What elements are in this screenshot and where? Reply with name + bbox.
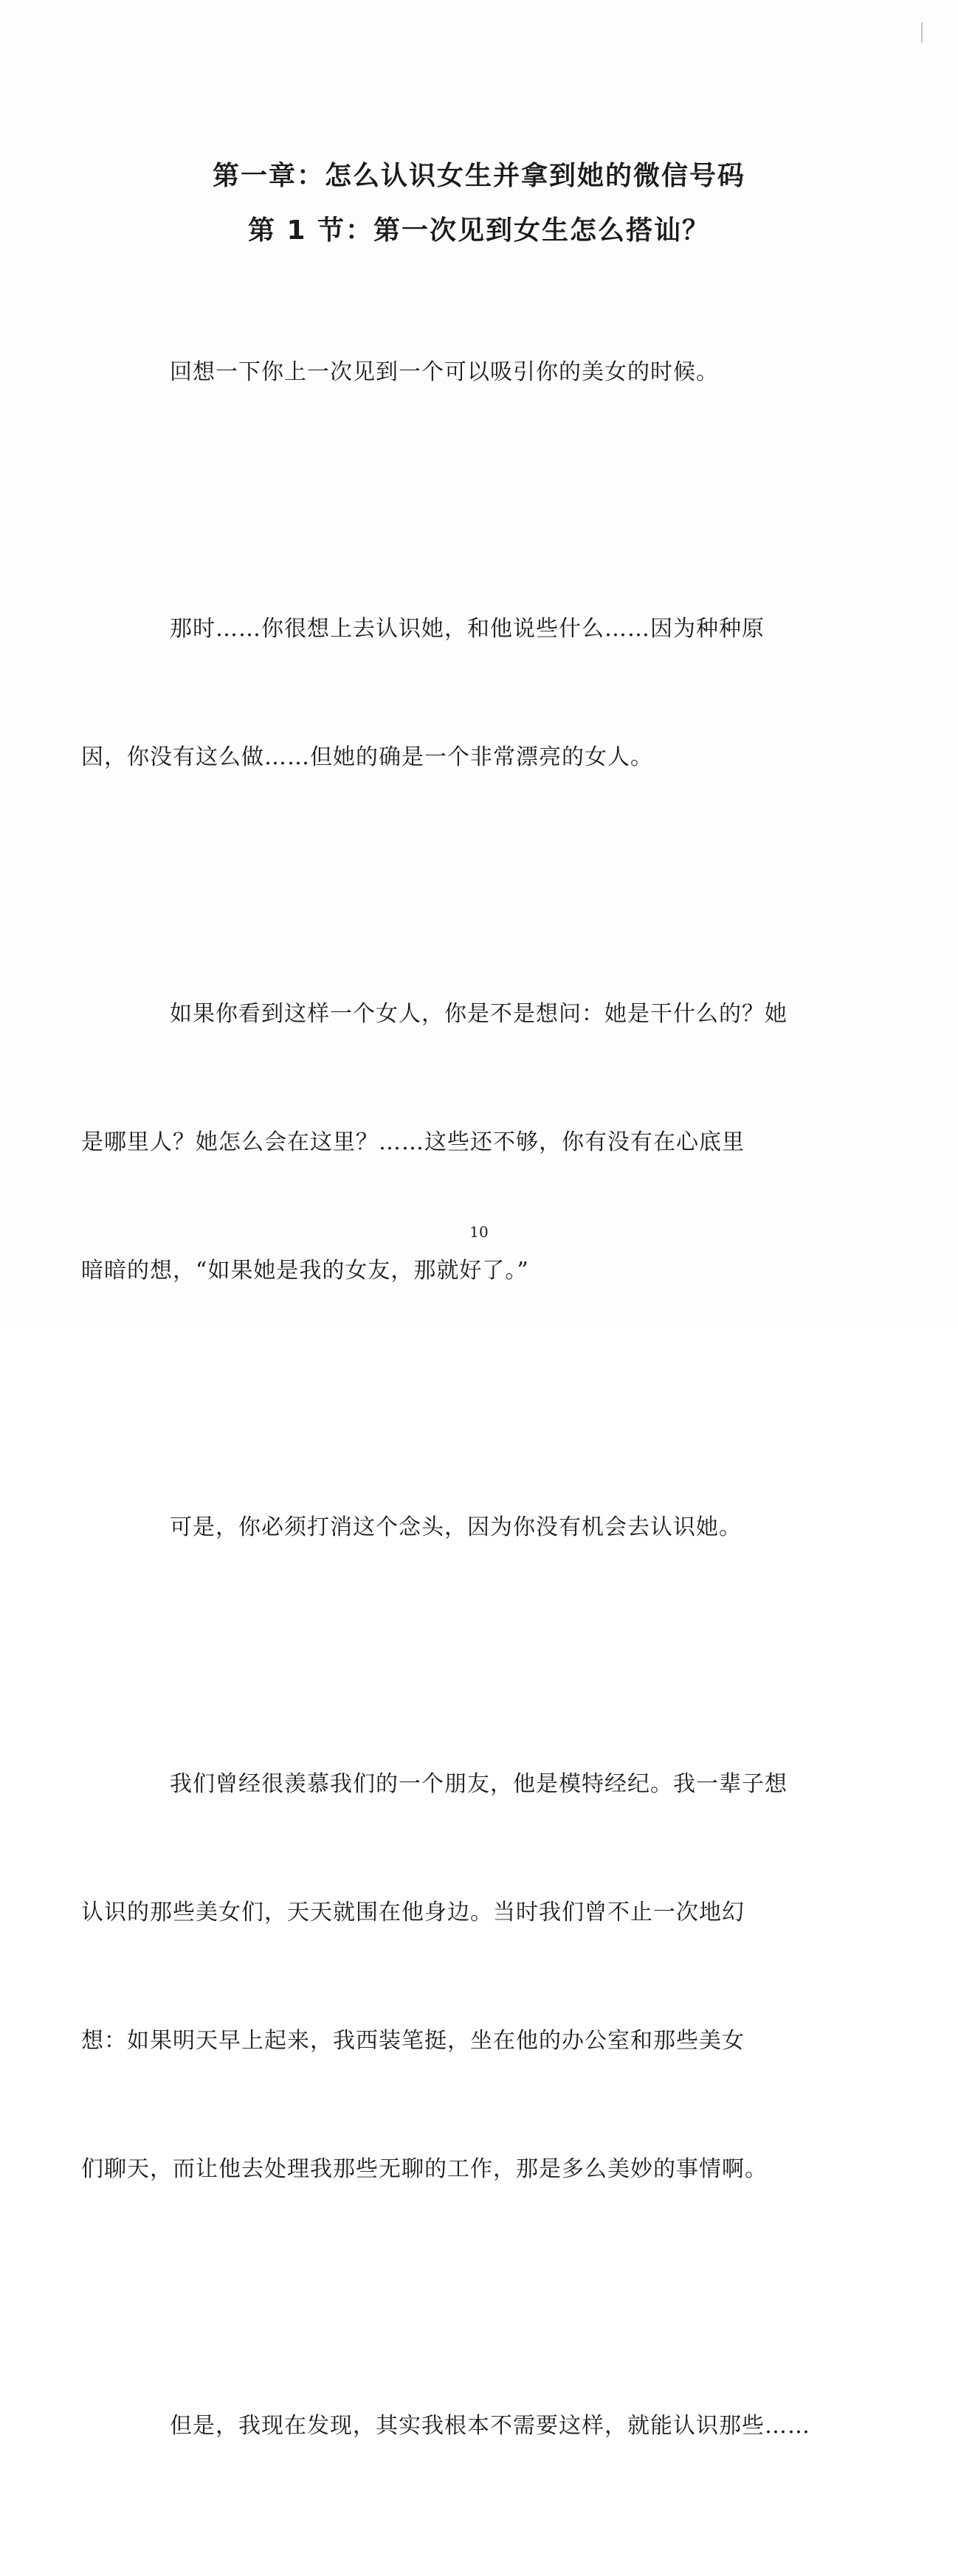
body-text: [81, 266, 849, 2576]
page-number: 10: [469, 1223, 489, 1241]
paragraph-line: 认识的那些美女们，天天就围在他身边。当时我们曾不止一次地幻: [81, 1900, 745, 1925]
paragraph-line: 回想一下你上一次见到一个可以吸引你的美女的时候。: [170, 359, 719, 385]
paragraph-line: 是哪里人？她怎么会在这里？……这些还不够，你有没有在心底里: [81, 1129, 745, 1155]
paragraph-line: 们聊天，而让他去处理我那些无聊的工作，那是多么美妙的事情啊。: [81, 2156, 768, 2182]
paragraph-line: 因，你没有这么做……但她的确是一个非常漂亮的女人。: [81, 744, 653, 770]
paragraph-line: 想：如果明天早上起来，我西装笔挺，坐在他的办公室和那些美女: [81, 2028, 745, 2054]
paragraph-1: [125, 266, 849, 479]
paragraph-6: [125, 2319, 849, 2533]
paragraph-line: 我们曾经很羡慕我们的一个朋友，他是模特经纪。我一辈子想: [170, 1771, 788, 1797]
chapter-title: 第一章：怎么认识女生并拿到她的微信号码: [212, 161, 745, 191]
paragraph-5: [81, 1677, 849, 2276]
paragraph-2: [81, 522, 849, 865]
paragraph-line: 那时……你很想上去认识她，和他说些什么……因为种种原: [170, 616, 765, 642]
scan-edge-mark: [921, 22, 923, 43]
section-title: 第 1 节：第一次见到女生怎么搭讪？: [247, 215, 711, 246]
paragraph-4: [125, 1421, 849, 1635]
paragraph-line: 暗暗的想，“如果她是我的女友，那就好了。”: [81, 1258, 529, 1284]
paragraph-3: [81, 907, 849, 1378]
paragraph-line: 但是，我现在发现，其实我根本不需要这样，就能认识那些……: [170, 2413, 810, 2439]
paragraph-line: 如果你看到这样一个女人，你是不是想问：她是干什么的？她: [170, 1001, 788, 1027]
paragraph-line: 可是，你必须打消这个念头，因为你没有机会去认识她。: [170, 1514, 742, 1540]
